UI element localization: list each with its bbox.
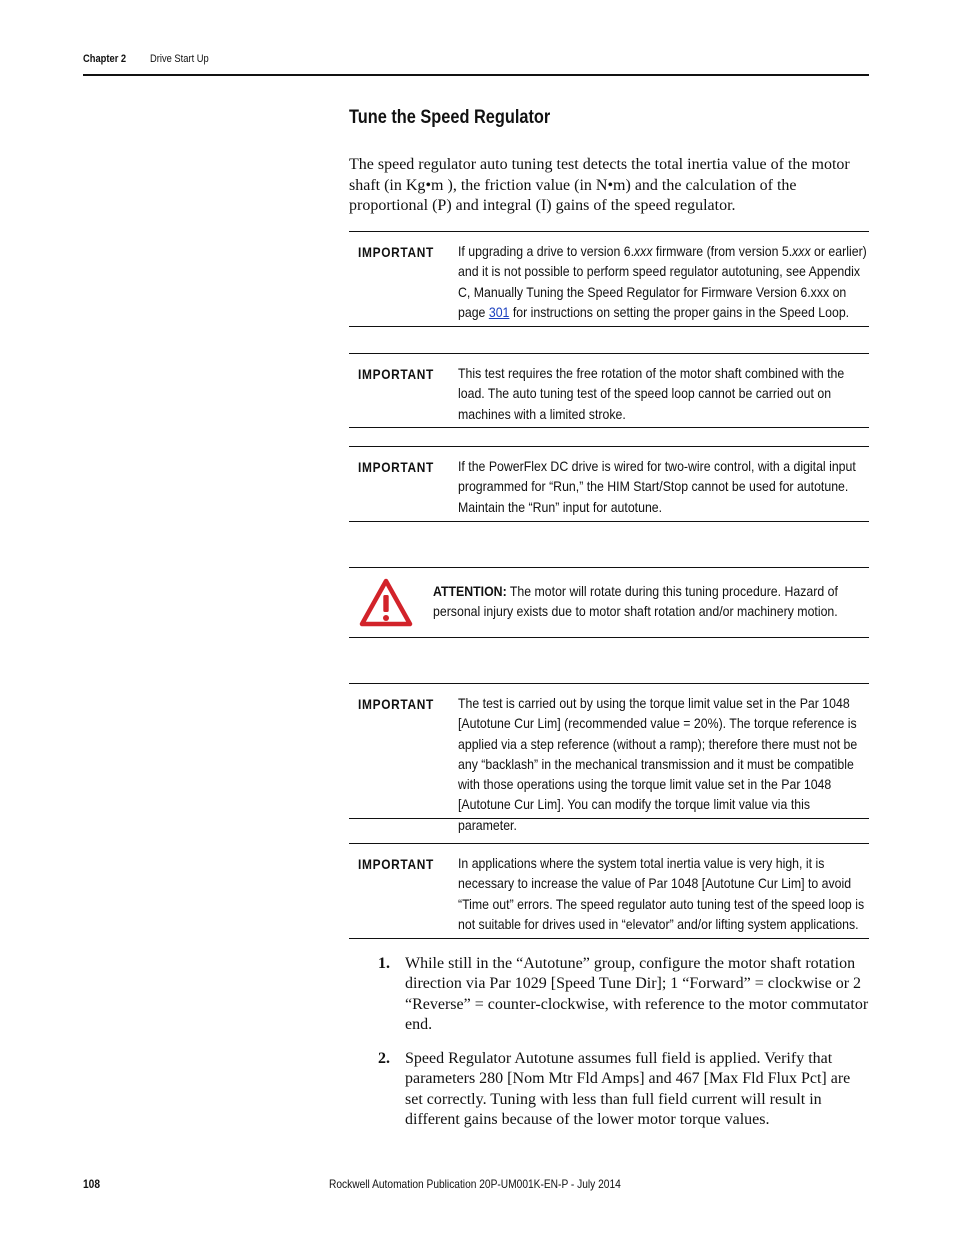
important-label: IMPORTANT bbox=[358, 459, 434, 475]
chapter-label: Chapter 2 bbox=[83, 53, 127, 65]
important-box-torque-limit bbox=[349, 683, 869, 833]
important-label: IMPORTANT bbox=[358, 244, 434, 260]
intro-text-2: m ), the friction value (in N bbox=[431, 176, 608, 194]
version-italic: xxx bbox=[792, 243, 811, 259]
intro-text-3: m) and the calculation of the proportional (P) and integral (I) gains of the speed regulator. bbox=[349, 176, 797, 214]
step-number: 2. bbox=[378, 1050, 390, 1067]
header-divider bbox=[83, 74, 869, 76]
important-text-part: for instructions on setting the proper gains in the Speed Loop. bbox=[509, 303, 850, 320]
important-text-part: or earlier) and it is not possible to perform speed regulator autotuning, see Appendix C, Manually Tuning the Speed Regulator for Firmware Version 6.xxx on page bbox=[458, 243, 867, 320]
important-text: If the PowerFlex DC drive is wired for two-wire control, with a digital input programmed for “Run,” the HIM Start/Stop cannot be used for autotune. Maintain the “Run” input for autotune. bbox=[458, 458, 856, 515]
important-text: This test requires the free rotation of the motor shaft combined with the load. The auto tuning test of the speed loop cannot be carried out on machines with a limited stroke. bbox=[458, 365, 845, 422]
intro-paragraph bbox=[349, 155, 869, 217]
publication-info: Rockwell Automation Publication 20P-UM001K-EN-P - July 2014 bbox=[329, 1177, 621, 1191]
step-text: Speed Regulator Autotune assumes full field is applied. Verify that parameters 280 [Nom Mtr Fld Amps] and 467 [Max Fld Flux Pct] are set correctly. Tuning with less than full field current will result in different gains because of the lower motor torque values. bbox=[405, 1050, 851, 1128]
section-label: Drive Start Up bbox=[150, 53, 209, 65]
important-label: IMPORTANT bbox=[358, 366, 434, 382]
page-title: Tune the Speed Regulator bbox=[349, 107, 551, 128]
step-text: While still in the “Autotune” group, configure the motor shaft rotation direction via Par 1029 [Speed Tune Dir]; 1 “Forward” = clockwise or 2 “Reverse” = counter-clockwise, with reference to the motor commutator end. bbox=[405, 955, 869, 1033]
step-number: 1. bbox=[378, 955, 390, 972]
important-text: In applications where the system total inertia value is very high, it is necessary to increase the value of Par 1048 [Autotune Cur Lim] to avoid “Time out” errors. The speed regulator auto tuning test of the speed loop is not suitable for drives used in “elevator” and/or lifting system applications. bbox=[458, 855, 865, 932]
important-box-firmware bbox=[349, 231, 869, 327]
important-text-part: If upgrading a drive to version 6. bbox=[458, 243, 635, 259]
important-text-part: firmware (from version 5. bbox=[652, 243, 793, 259]
attention-label: ATTENTION: bbox=[433, 583, 507, 599]
page-number: 108 bbox=[83, 1177, 101, 1191]
important-text bbox=[458, 241, 870, 322]
attention-body: The motor will rotate during this tuning procedure. Hazard of personal injury exists due to motor shaft rotation and/or machinery motion. bbox=[433, 583, 838, 620]
important-label: IMPORTANT bbox=[358, 696, 434, 712]
attention-box bbox=[349, 567, 869, 638]
version-italic: xxx bbox=[634, 243, 653, 259]
important-box-inertia bbox=[349, 843, 869, 939]
warning-triangle-icon bbox=[359, 578, 413, 633]
page-link[interactable]: 301 bbox=[488, 303, 510, 320]
attention-text bbox=[433, 581, 845, 622]
important-label: IMPORTANT bbox=[358, 856, 434, 872]
intro-text-1: The speed regulator auto tuning test detects the total inertia value of the motor shaft (in Kg bbox=[349, 156, 850, 194]
important-box-free-rotation bbox=[349, 353, 869, 428]
dot-operator: • bbox=[607, 176, 614, 194]
important-box-two-wire bbox=[349, 446, 869, 522]
dot-operator: • bbox=[425, 176, 432, 194]
important-text: The test is carried out by using the torque limit value set in the Par 1048 [Autotune Cur Lim] (recommended value = 20%). The torque reference is applied via a step reference (without a ramp); therefore there must not be any “backlash” in the mechanical transmission and it must be compatible with those operations using the torque limit value set in the Par 1048 [Autotune Cur Lim]. You can modify the torque limit value via this parameter. bbox=[458, 695, 858, 833]
